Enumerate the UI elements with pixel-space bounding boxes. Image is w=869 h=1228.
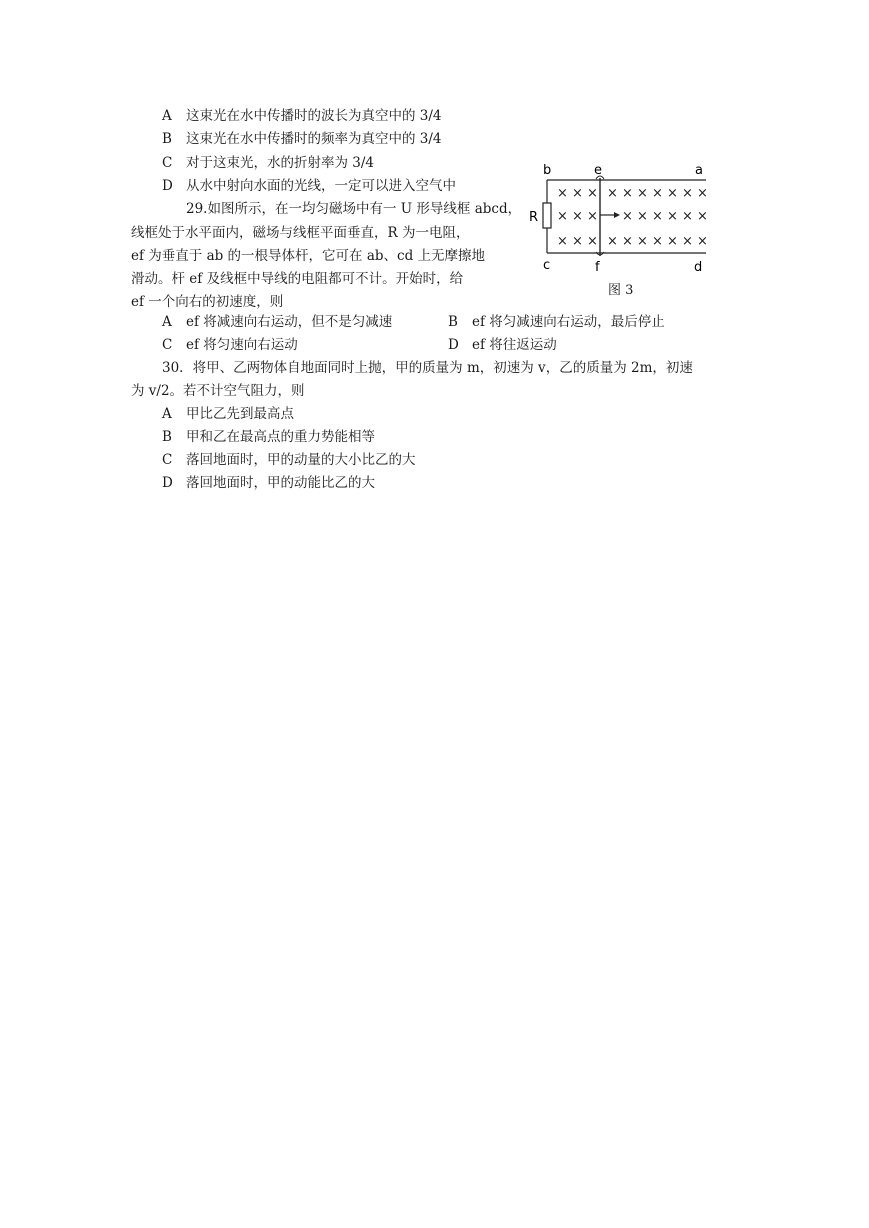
q29-option-d bbox=[448, 336, 557, 354]
figure-caption: 图 3 bbox=[608, 283, 634, 298]
option-text: 甲和乙在最高点的重力势能相等 bbox=[186, 429, 375, 445]
field-cross: × bbox=[557, 234, 568, 249]
field-cross: × bbox=[652, 186, 663, 201]
label-d: d bbox=[694, 260, 703, 275]
option-text: 从水中射向水面的光线，一定可以进入空气中 bbox=[186, 178, 456, 194]
q30-option-a bbox=[162, 405, 294, 423]
q30-stem-line-2: 为 v/2。若不计空气阻力，则 bbox=[131, 383, 305, 399]
q30-option-d bbox=[162, 474, 375, 492]
field-cross: × bbox=[667, 209, 678, 224]
option-text: 落回地面时，甲的动能比乙的大 bbox=[186, 475, 375, 491]
field-cross: × bbox=[652, 234, 663, 249]
option-text: 对于这束光，水的折射率为 3/4 bbox=[186, 155, 375, 171]
option-text: 这束光在水中传播时的频率为真空中的 3/4 bbox=[186, 131, 442, 147]
field-cross: × bbox=[697, 209, 708, 224]
resistor-r bbox=[543, 203, 551, 228]
option-text: ef 将匀减速向右运动，最后停止 bbox=[472, 314, 665, 330]
field-cross: × bbox=[557, 186, 568, 201]
q30-stem-line-1: 30．将甲、乙两物体自地面同时上抛，甲的质量为 m，初速为 v，乙的质量为 2m，初速 bbox=[162, 360, 693, 376]
option-letter: D bbox=[162, 475, 173, 491]
field-cross: × bbox=[697, 234, 708, 249]
field-cross: × bbox=[697, 186, 708, 201]
field-cross: × bbox=[572, 186, 583, 201]
field-cross: × bbox=[652, 209, 663, 224]
field-cross: × bbox=[607, 234, 618, 249]
option-letter: B bbox=[448, 314, 458, 330]
q29-option-b bbox=[448, 313, 665, 331]
label-c: c bbox=[543, 258, 551, 273]
label-e: e bbox=[594, 163, 602, 178]
field-cross: × bbox=[682, 234, 693, 249]
option-letter: C bbox=[162, 452, 173, 468]
option-letter: B bbox=[162, 429, 172, 445]
field-cross: × bbox=[682, 186, 693, 201]
option-letter: A bbox=[162, 314, 172, 330]
q29-option-a bbox=[162, 313, 392, 331]
q28-option-b bbox=[162, 130, 442, 148]
label-f: f bbox=[595, 260, 600, 275]
magnetic-field bbox=[557, 186, 708, 249]
velocity-arrowhead bbox=[614, 212, 620, 218]
label-r: R bbox=[529, 210, 539, 225]
q29-stem-line-5: ef 一个向右的初速度，则 bbox=[131, 294, 284, 310]
q29-stem-line-2: 线框处于水平面内，磁场与线框平面垂直，R 为一电阻， bbox=[131, 225, 470, 241]
label-b: b bbox=[543, 163, 552, 178]
field-cross: × bbox=[587, 186, 598, 201]
option-text: 甲比乙先到最高点 bbox=[186, 406, 294, 422]
option-text: ef 将往返运动 bbox=[472, 337, 557, 353]
field-cross: × bbox=[607, 186, 618, 201]
field-cross: × bbox=[682, 209, 693, 224]
option-text: 这束光在水中传播时的波长为真空中的 3/4 bbox=[186, 108, 442, 124]
q28-option-c bbox=[162, 154, 374, 172]
field-cross: × bbox=[622, 186, 633, 201]
field-cross: × bbox=[572, 234, 583, 249]
option-text: ef 将匀速向右运动 bbox=[186, 337, 298, 353]
field-cross: × bbox=[637, 186, 648, 201]
field-cross: × bbox=[622, 234, 633, 249]
option-text: ef 将减速向右运动，但不是匀减速 bbox=[186, 314, 393, 330]
field-cross: × bbox=[587, 209, 598, 224]
option-letter: A bbox=[162, 108, 172, 124]
option-letter: B bbox=[162, 131, 172, 147]
field-cross: × bbox=[637, 234, 648, 249]
field-cross: × bbox=[637, 209, 648, 224]
q30-option-c bbox=[162, 451, 416, 469]
q30-option-b bbox=[162, 428, 375, 446]
option-letter: D bbox=[162, 178, 173, 194]
option-letter: A bbox=[162, 406, 172, 422]
option-text: 落回地面时，甲的动量的大小比乙的大 bbox=[186, 452, 416, 468]
field-cross: × bbox=[587, 234, 598, 249]
option-letter: D bbox=[448, 337, 459, 353]
option-letter: C bbox=[162, 155, 173, 171]
q29-stem-line-4: 滑动。杆 ef 及线框中导线的电阻都可不计。开始时，给 bbox=[131, 271, 464, 287]
field-cross: × bbox=[667, 234, 678, 249]
q29-stem-line-1: 29.如图所示，在一均匀磁场中有一 U 形导线框 abcd， bbox=[186, 201, 522, 217]
field-cross: × bbox=[622, 209, 633, 224]
q28-option-a bbox=[162, 107, 442, 125]
field-cross: × bbox=[667, 186, 678, 201]
option-letter: C bbox=[162, 337, 173, 353]
label-a: a bbox=[695, 163, 703, 178]
field-cross: × bbox=[557, 209, 568, 224]
q28-option-d bbox=[162, 177, 456, 195]
q29-stem-line-3: ef 为垂直于 ab 的一根导体杆，它可在 ab、cd 上无摩擦地 bbox=[131, 248, 486, 264]
q29-option-c bbox=[162, 336, 298, 354]
field-cross: × bbox=[572, 209, 583, 224]
